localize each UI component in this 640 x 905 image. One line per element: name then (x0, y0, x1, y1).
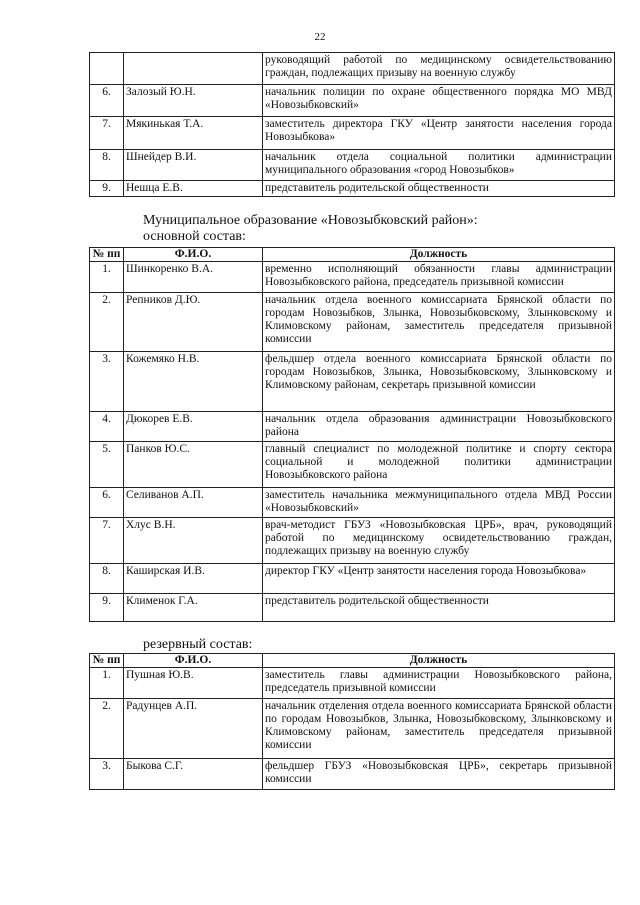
member-name: Шнейдер В.И. (124, 150, 263, 181)
table-row (90, 442, 615, 488)
row-number: 3. (90, 759, 124, 790)
member-position: фельдшер ГБУЗ «Новозыбковская ЦРБ», секретарь призывной комиссии (263, 759, 615, 790)
table-row (90, 759, 615, 790)
row-number: 3. (90, 352, 124, 412)
table-row (90, 412, 615, 442)
member-name: Шинкоренко В.А. (124, 262, 263, 293)
table-row (90, 150, 615, 181)
member-position: заместитель директора ГКУ «Центр занятости населения города Новозыбкова» (263, 117, 615, 150)
table-row (90, 293, 615, 352)
member-name: Радунцев А.П. (124, 699, 263, 759)
main-composition-table (89, 247, 615, 622)
row-number: 4. (90, 412, 124, 442)
row-number: 5. (90, 442, 124, 488)
table-row (90, 564, 615, 594)
member-position: начальник отделения отдела военного комиссариата Брянской области по городам Новозыбков, Злынка, Новозыбковскому, Злынковскому и Климовскому районам, заместитель председателя призывной комиссии (263, 699, 615, 759)
column-header-number: № пп (90, 248, 124, 262)
member-name: Мякинькая Т.А. (124, 117, 263, 150)
row-number: 9. (90, 594, 124, 622)
member-name: Хлус В.Н. (124, 518, 263, 564)
member-position: представитель родительской общественности (263, 181, 615, 197)
member-position: представитель родительской общественности (263, 594, 615, 622)
member-name: Дюкорев Е.В. (124, 412, 263, 442)
table-row (90, 262, 615, 293)
members-table-continuation (89, 52, 615, 197)
member-position: директор ГКУ «Центр занятости населения города Новозыбкова» (263, 564, 615, 594)
table-row (90, 488, 615, 518)
member-name: Кожемяко Н.В. (124, 352, 263, 412)
reserve-composition-table (89, 653, 615, 790)
member-position: временно исполняющий обязанности главы администрации Новозыбковского района, председатель призывной комиссии (263, 262, 615, 293)
row-number: 2. (90, 699, 124, 759)
member-name: Пушная Ю.В. (124, 668, 263, 699)
member-position: заместитель начальника межмуниципального отдела МВД России «Новозыбковский» (263, 488, 615, 518)
member-name: Каширская И.В. (124, 564, 263, 594)
table-row (90, 53, 615, 85)
table-header-row (90, 654, 615, 668)
member-name: Залозый Ю.Н. (124, 85, 263, 117)
table-row (90, 699, 615, 759)
member-position: руководящий работой по медицинскому освидетельствованию граждан, подлежащих призыву на военную службу (263, 53, 615, 85)
member-position: начальник отдела образования администрации Новозыбковского района (263, 412, 615, 442)
member-name: Панков Ю.С. (124, 442, 263, 488)
row-number: 1. (90, 668, 124, 699)
member-name: Клименок Г.А. (124, 594, 263, 622)
table-row (90, 85, 615, 117)
table-row (90, 594, 615, 622)
member-name (124, 53, 263, 85)
column-header-name: Ф.И.О. (124, 654, 263, 668)
member-name: Селиванов А.П. (124, 488, 263, 518)
row-number: 8. (90, 564, 124, 594)
member-position: начальник отдела военного комиссариата Брянской области по городам Новозыбков, Злынка, Новозыбковскому, Злынковскому и Климовскому районам, заместитель председателя призывной комиссии (263, 293, 615, 352)
table-row (90, 181, 615, 197)
row-number: 9. (90, 181, 124, 197)
table-row (90, 668, 615, 699)
member-name: Нешца Е.В. (124, 181, 263, 197)
column-header-position: Должность (263, 654, 615, 668)
member-position: заместитель главы администрации Новозыбковского района, председатель призывной комиссии (263, 668, 615, 699)
table-row (90, 117, 615, 150)
row-number: 7. (90, 117, 124, 150)
table-header-row (90, 248, 615, 262)
table-row (90, 352, 615, 412)
row-number: 6. (90, 488, 124, 518)
member-position: начальник полиции по охране общественного порядка МО МВД «Новозыбковский» (263, 85, 615, 117)
table-row (90, 518, 615, 564)
column-header-name: Ф.И.О. (124, 248, 263, 262)
member-name: Быкова С.Г. (124, 759, 263, 790)
row-number: 2. (90, 293, 124, 352)
section-subtitle-main: основной состав: (143, 229, 246, 244)
row-number: 7. (90, 518, 124, 564)
member-name: Репников Д.Ю. (124, 293, 263, 352)
member-position: главный специалист по молодежной политике и спорту сектора социальной и молодежной политики администрации Новозыбковского района (263, 442, 615, 488)
row-number (90, 53, 124, 85)
page-number: 22 (314, 31, 326, 43)
section-title: Муниципальное образование «Новозыбковский район»: (143, 213, 478, 228)
member-position: врач-методист ГБУЗ «Новозыбковская ЦРБ», врач, руководящий работой по медицинскому освидетельствованию граждан, подлежащих призыву на военную службу (263, 518, 615, 564)
member-position: фельдшер отдела военного комиссариата Брянской области по городам Новозыбков, Злынка, Новозыбковскому, Злынковскому и Климовскому районам, секретарь призывной комиссии (263, 352, 615, 412)
section-subtitle-reserve: резервный состав: (143, 637, 253, 652)
member-position: начальник отдела социальной политики администрации муниципального образования «город Новозыбков» (263, 150, 615, 181)
column-header-number: № пп (90, 654, 124, 668)
column-header-position: Должность (263, 248, 615, 262)
row-number: 8. (90, 150, 124, 181)
row-number: 1. (90, 262, 124, 293)
row-number: 6. (90, 85, 124, 117)
